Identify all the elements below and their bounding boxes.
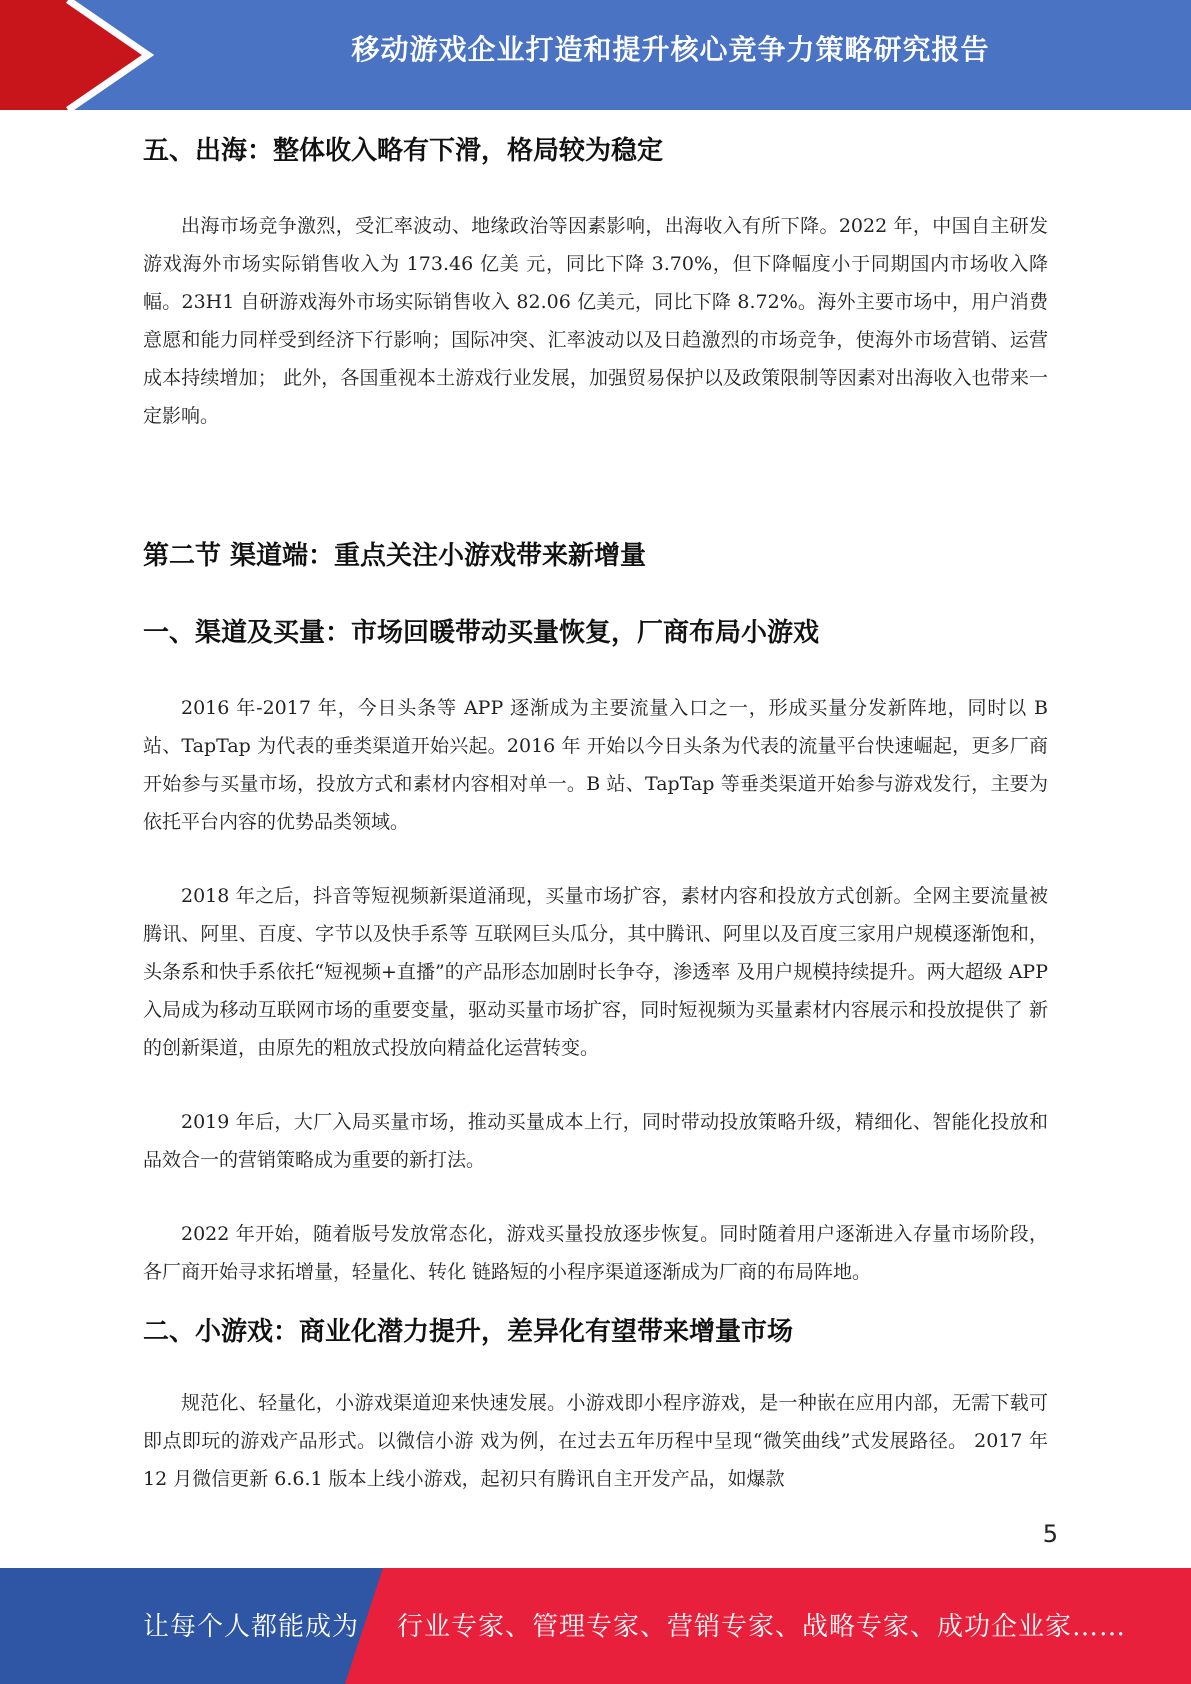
paragraph-minigame: 规范化、轻量化，小游戏渠道迎来快速发展。小游戏即小程序游戏，是一种嵌在应用内部，无需下载可即点即玩的游戏产品形式。以微信小游 戏为例，在过去五年历程中呈现“微笑曲线”式发展路径。 2017 年 12 月微信更新 6.6.1 版本上线小游戏，起初只有腾讯自主开发产品，如爆款 — [143, 1392, 1048, 1490]
paragraph-channel-3: 2019 年后，大厂入局买量市场，推动买量成本上行，同时带动投放策略升级，精细化、智能化投放和品效合一的营销策略成为重要的新打法。 — [143, 1111, 1048, 1171]
page-header — [0, 0, 1191, 110]
footer-slogan-left: 让每个人都能成为 — [143, 1612, 360, 1642]
heading-section-2: 第二节 渠道端：重点关注小游戏带来新增量 — [143, 541, 647, 571]
heading-channel: 一、渠道及买量：市场回暖带动买量恢复，厂商布局小游戏 — [143, 618, 820, 648]
paragraph-channel-1: 2016 年-2017 年，今日头条等 APP 逐渐成为主要流量入口之一，形成买量分发新阵地，同时以 B 站、TapTap 为代表的垂类渠道开始兴起。2016 年 开始以今日头条为代表的流量平台快速崛起，更多厂商开始参与买量市场，投放方式和素材内容相对单一。B 站、TapTap 等垂类渠道开始参与游戏发行，主要为依托平台内容的优势品类领域。 — [143, 697, 1048, 833]
heading-minigame: 二、小游戏：商业化潜力提升，差异化有望带来增量市场 — [143, 1317, 794, 1347]
report-title: 移动游戏企业打造和提升核心竞争力策略研究报告 — [351, 33, 990, 66]
footer-slogan-right: 行业专家、管理专家、营销专家、战略专家、成功企业家…… — [397, 1612, 1127, 1642]
page-content — [143, 128, 1048, 1498]
page-footer — [0, 1568, 1191, 1684]
heading-export: 五、出海：整体收入略有下滑，格局较为稳定 — [143, 136, 664, 166]
page-number: 5 — [1042, 1520, 1058, 1548]
paragraph-channel-4: 2022 年开始，随着版号发放常态化，游戏买量投放逐步恢复。同时随着用户逐渐进入存量市场阶段，各厂商开始寻求拓增量，轻量化、转化 链路短的小程序渠道逐渐成为厂商的布局阵地。 — [143, 1223, 1048, 1283]
paragraph-export: 出海市场竞争激烈，受汇率波动、地缘政治等因素影响，出海收入有所下降。2022 年，中国自主研发游戏海外市场实际销售收入为 173.46 亿美 元，同比下降 3.70%，但下降幅度小于同期国内市场收入降幅。23H1 自研游戏海外市场实际销售收入 82.06 亿美元，同比下降 8.72%。海外主要市场中，用户消费意愿和能力同样受到经济下行影响；国际冲突、汇率波动以及日趋激烈的市场竞争，使海外市场营销、运营成本持续增加； 此外，各国重视本土游戏行业发展，加强贸易保护以及政策限制等因素对出海收入也带来一定影响。 — [143, 215, 1048, 427]
paragraph-channel-2: 2018 年之后，抖音等短视频新渠道涌现，买量市场扩容，素材内容和投放方式创新。全网主要流量被腾讯、阿里、百度、字节以及快手系等 互联网巨头瓜分，其中腾讯、阿里以及百度三家用户规模逐渐饱和，头条系和快手系依托“短视频+直播”的产品形态加剧时长争夺，渗透率 及用户规模持续提升。两大超级 APP 入局成为移动互联网市场的重要变量，驱动买量市场扩容，同时短视频为买量素材内容展示和投放提供了 新的创新渠道，由原先的粗放式投放向精益化运营转变。 — [143, 885, 1048, 1059]
